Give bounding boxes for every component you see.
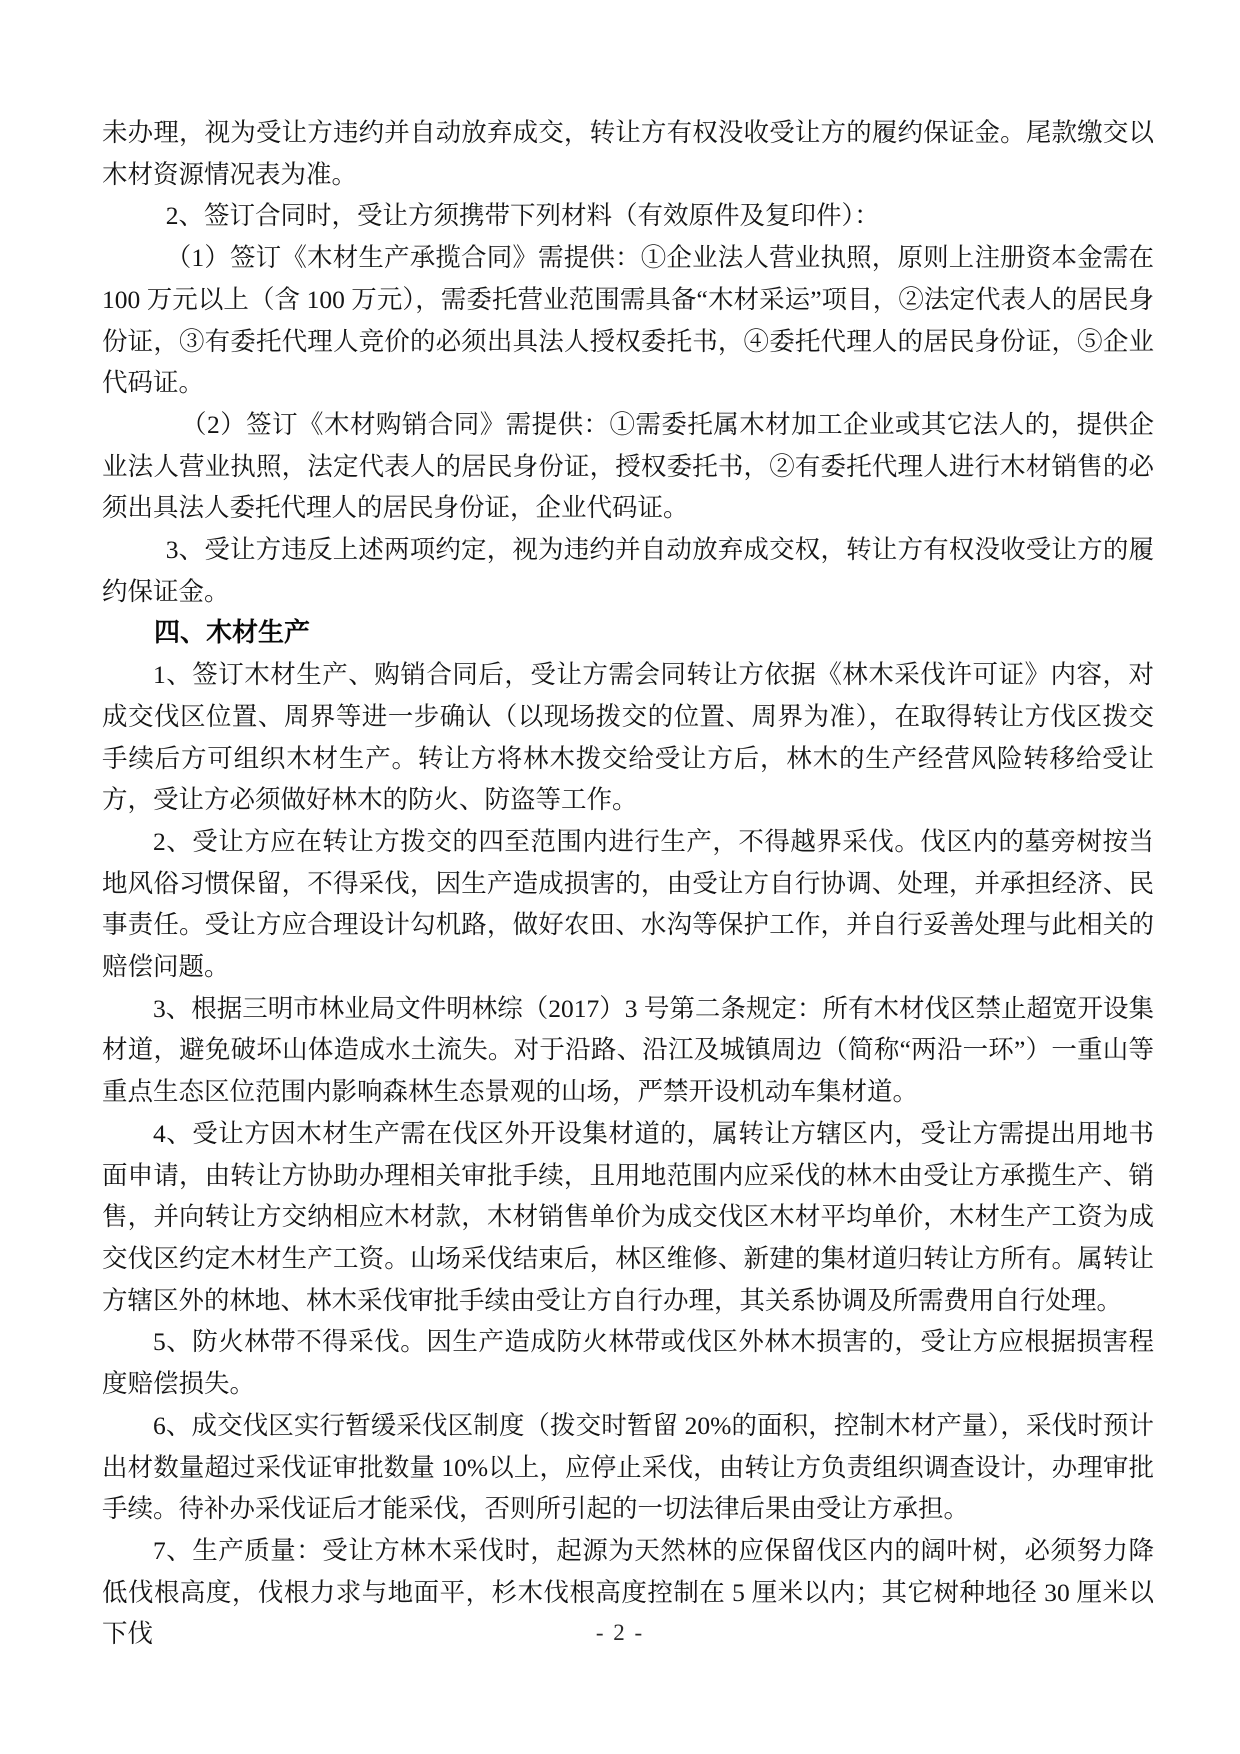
page-number: - 2 -: [595, 1620, 645, 1645]
paragraph-section4-item-4: 4、受让方因木材生产需在伐区外开设集材道的，属转让方辖区内，受让方需提出用地书面申请，由转让方协助办理相关审批手续，且用地范围内应采伐的林木由受让方承揽生产、销售，并向转让方交纳相应木材款，木材销售单价为成交伐区木材平均单价，木材生产工资为成交伐区约定木材生产工资。山场采伐结束后，林区维修、新建的集材道归转让方所有。属转让方辖区外的林地、林木采伐审批手续由受让方自行办理，其关系协调及所需费用自行处理。: [102, 1118, 1154, 1315]
paragraph-section4-item-1: 1、签订木材生产、购销合同后，受让方需会同转让方依据《林木采伐许可证》内容，对成交伐区位置、周界等进一步确认（以现场拨交的位置、周界为准），在取得转让方伐区拨交手续后方可组织木材生产。转让方将林木拨交给受让方后，林木的生产经营风险转移给受让方，受让方必须做好林木的防火、防盗等工作。: [102, 660, 1154, 815]
paragraph-subitem-2: （2）签订《木材购销合同》需提供：①需委托属木材加工企业或其它法人的，提供企业法人营业执照，法定代表人的居民身份证，授权委托书，②有委托代理人进行木材销售的必须出具法人委托代理人的居民身份证，企业代码证。: [102, 409, 1154, 523]
paragraph-continuation: 未办理，视为受让方违约并自动放弃成交，转让方有权没收受让方的履约保证金。尾款缴交以木材资源情况表为准。: [102, 118, 1154, 189]
paragraph-subitem-1: （1）签订《木材生产承揽合同》需提供：①企业法人营业执照，原则上注册资本金需在 100 万元以上（含 100 万元），需委托营业范围需具备“木材采运”项目，②法定代表人的居民身份证，③有委托代理人竞价的必须出具法人授权委托书，④委托代理人的居民身份证，⑤企业代码证。: [102, 243, 1154, 398]
paragraph-item-3: 3、受让方违反上述两项约定，视为违约并自动放弃成交权，转让方有权没收受让方的履约保证金。: [102, 535, 1154, 606]
paragraph-section4-item-7: 7、生产质量：受让方林木采伐时，起源为天然林的应保留伐区内的阔叶树，必须努力降低伐根高度，伐根力求与地面平，杉木伐根高度控制在 5 厘米以内；其它树种地径 30 厘米以下伐: [102, 1535, 1154, 1649]
paragraph-item-2: 2、签订合同时，受让方须携带下列材料（有效原件及复印件）：: [165, 201, 880, 231]
paragraph-section4-item-3: 3、根据三明市林业局文件明林综（2017）3 号第二条规定：所有木材伐区禁止超宽开设集材道，避免破坏山体造成水土流失。对于沿路、沿江及城镇周边（简称“两沿一环”）一重山等重点生态区位范围内影响森林生态景观的山场，严禁开设机动车集材道。: [102, 993, 1154, 1107]
section-heading-timber-production: 四、木材生产: [154, 617, 311, 648]
document-body: [102, 112, 1154, 1655]
paragraph-section4-item-5: 5、防火林带不得采伐。因生产造成防火林带或伐区外林木损害的，受让方应根据损害程度赔偿损失。: [102, 1327, 1154, 1399]
paragraph-section4-item-6: 6、成交伐区实行暂缓采伐区制度（拨交时暂留 20%的面积，控制木材产量），采伐时预计出材数量超过采伐证审批数量 10%以上，应停止采伐，由转让方负责组织调查设计，办理审批手续。待补办采伐证后才能采伐，否则所引起的一切法律后果由受让方承担。: [102, 1410, 1154, 1524]
paragraph-section4-item-2: 2、受让方应在转让方拨交的四至范围内进行生产，不得越界采伐。伐区内的墓旁树按当地风俗习惯保留，不得采伐，因生产造成损害的，由受让方自行协调、处理，并承担经济、民事责任。受让方应合理设计勾机路，做好农田、水沟等保护工作，并自行妥善处理与此相关的赔偿问题。: [102, 826, 1154, 982]
